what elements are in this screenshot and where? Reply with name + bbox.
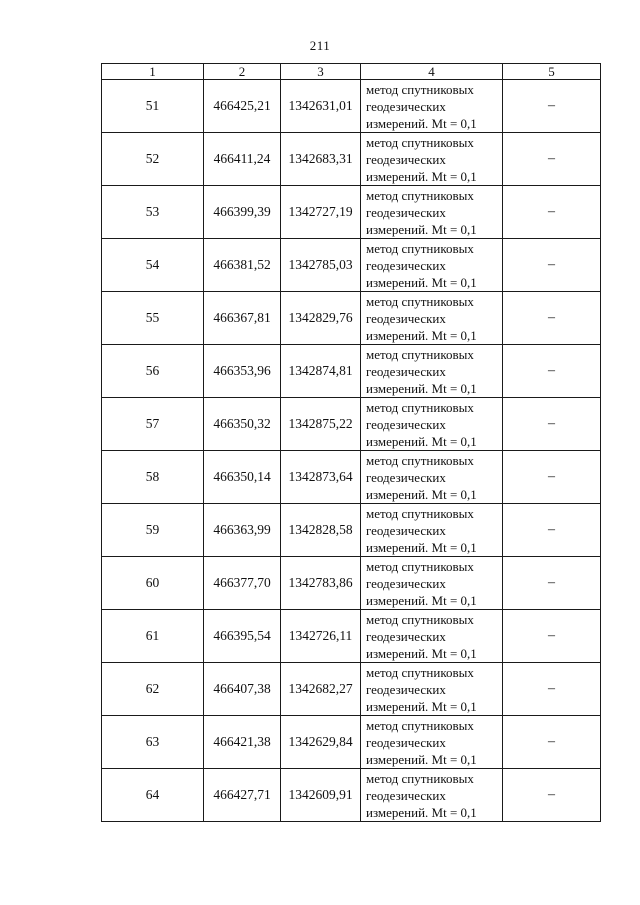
header-col-5: 5 <box>503 64 601 80</box>
x-coordinate-cell: 466367,81 <box>204 292 281 345</box>
x-coordinate-cell: 466350,14 <box>204 451 281 504</box>
method-cell <box>361 769 503 822</box>
x-coordinate-cell: 466421,38 <box>204 716 281 769</box>
method-line: измерений. Mt = 0,1 <box>366 221 477 237</box>
point-number-cell: 63 <box>102 716 204 769</box>
method-line: метод спутниковых <box>366 399 474 415</box>
table-body <box>102 80 601 822</box>
method-cell <box>361 186 503 239</box>
header-col-4: 4 <box>361 64 503 80</box>
point-number-cell: 57 <box>102 398 204 451</box>
y-coordinate-cell: 1342683,31 <box>281 133 361 186</box>
y-coordinate-cell: 1342874,81 <box>281 345 361 398</box>
note-cell: – <box>503 451 601 504</box>
y-coordinate-cell: 1342629,84 <box>281 716 361 769</box>
coordinates-table <box>101 63 601 822</box>
note-cell: – <box>503 398 601 451</box>
y-coordinate-cell: 1342829,76 <box>281 292 361 345</box>
method-line: измерений. Mt = 0,1 <box>366 751 477 767</box>
method-line: геодезических <box>366 151 446 167</box>
header-col-1: 1 <box>102 64 204 80</box>
method-line: геодезических <box>366 787 446 803</box>
point-number-cell: 53 <box>102 186 204 239</box>
note-cell: – <box>503 504 601 557</box>
method-cell <box>361 133 503 186</box>
point-number-cell: 54 <box>102 239 204 292</box>
point-number-cell: 62 <box>102 663 204 716</box>
table-row <box>102 186 601 239</box>
method-line: геодезических <box>366 204 446 220</box>
y-coordinate-cell: 1342785,03 <box>281 239 361 292</box>
point-number-cell: 52 <box>102 133 204 186</box>
method-line: геодезических <box>366 681 446 697</box>
x-coordinate-cell: 466377,70 <box>204 557 281 610</box>
method-cell <box>361 239 503 292</box>
method-line: измерений. Mt = 0,1 <box>366 698 477 714</box>
note-cell: – <box>503 716 601 769</box>
method-line: геодезических <box>366 416 446 432</box>
x-coordinate-cell: 466350,32 <box>204 398 281 451</box>
method-line: метод спутниковых <box>366 558 474 574</box>
method-line: метод спутниковых <box>366 346 474 362</box>
y-coordinate-cell: 1342609,91 <box>281 769 361 822</box>
table-row <box>102 398 601 451</box>
table-row <box>102 292 601 345</box>
x-coordinate-cell: 466353,96 <box>204 345 281 398</box>
note-cell: – <box>503 610 601 663</box>
page-number: 211 <box>309 38 331 53</box>
table-row <box>102 769 601 822</box>
table-row <box>102 239 601 292</box>
point-number-cell: 51 <box>102 80 204 133</box>
method-line: геодезических <box>366 734 446 750</box>
method-cell <box>361 80 503 133</box>
note-cell: – <box>503 133 601 186</box>
method-cell <box>361 716 503 769</box>
point-number-cell: 61 <box>102 610 204 663</box>
x-coordinate-cell: 466425,21 <box>204 80 281 133</box>
y-coordinate-cell: 1342783,86 <box>281 557 361 610</box>
table-row <box>102 557 601 610</box>
table-row <box>102 504 601 557</box>
method-cell <box>361 663 503 716</box>
method-line: измерений. Mt = 0,1 <box>366 327 477 343</box>
method-line: геодезических <box>366 257 446 273</box>
y-coordinate-cell: 1342631,01 <box>281 80 361 133</box>
note-cell: – <box>503 557 601 610</box>
method-line: измерений. Mt = 0,1 <box>366 592 477 608</box>
method-line: измерений. Mt = 0,1 <box>366 168 477 184</box>
note-cell: – <box>503 80 601 133</box>
note-cell: – <box>503 292 601 345</box>
header-col-3: 3 <box>281 64 361 80</box>
method-line: метод спутниковых <box>366 293 474 309</box>
x-coordinate-cell: 466395,54 <box>204 610 281 663</box>
table-row <box>102 663 601 716</box>
table-row <box>102 610 601 663</box>
method-line: измерений. Mt = 0,1 <box>366 115 477 131</box>
method-line: измерений. Mt = 0,1 <box>366 274 477 290</box>
method-cell <box>361 504 503 557</box>
method-line: метод спутниковых <box>366 770 474 786</box>
method-cell <box>361 557 503 610</box>
table-row <box>102 716 601 769</box>
y-coordinate-cell: 1342828,58 <box>281 504 361 557</box>
point-number-cell: 60 <box>102 557 204 610</box>
y-coordinate-cell: 1342873,64 <box>281 451 361 504</box>
point-number-cell: 56 <box>102 345 204 398</box>
method-cell <box>361 610 503 663</box>
method-line: измерений. Mt = 0,1 <box>366 486 477 502</box>
method-cell <box>361 292 503 345</box>
method-line: метод спутниковых <box>366 187 474 203</box>
note-cell: – <box>503 663 601 716</box>
point-number-cell: 55 <box>102 292 204 345</box>
table-header-row <box>102 64 601 80</box>
method-line: метод спутниковых <box>366 134 474 150</box>
table-row <box>102 451 601 504</box>
method-line: метод спутниковых <box>366 452 474 468</box>
method-line: измерений. Mt = 0,1 <box>366 433 477 449</box>
method-line: геодезических <box>366 575 446 591</box>
point-number-cell: 64 <box>102 769 204 822</box>
note-cell: – <box>503 239 601 292</box>
y-coordinate-cell: 1342726,11 <box>281 610 361 663</box>
x-coordinate-cell: 466411,24 <box>204 133 281 186</box>
table-row <box>102 80 601 133</box>
point-number-cell: 59 <box>102 504 204 557</box>
method-line: измерений. Mt = 0,1 <box>366 380 477 396</box>
method-cell <box>361 451 503 504</box>
method-cell <box>361 345 503 398</box>
y-coordinate-cell: 1342727,19 <box>281 186 361 239</box>
x-coordinate-cell: 466381,52 <box>204 239 281 292</box>
header-col-2: 2 <box>204 64 281 80</box>
method-line: геодезических <box>366 363 446 379</box>
point-number-cell: 58 <box>102 451 204 504</box>
method-line: метод спутниковых <box>366 505 474 521</box>
x-coordinate-cell: 466363,99 <box>204 504 281 557</box>
method-line: геодезических <box>366 310 446 326</box>
y-coordinate-cell: 1342682,27 <box>281 663 361 716</box>
x-coordinate-cell: 466399,39 <box>204 186 281 239</box>
method-line: измерений. Mt = 0,1 <box>366 804 477 820</box>
table-row <box>102 345 601 398</box>
note-cell: – <box>503 769 601 822</box>
method-cell <box>361 398 503 451</box>
method-line: геодезических <box>366 628 446 644</box>
method-line: геодезических <box>366 522 446 538</box>
method-line: метод спутниковых <box>366 664 474 680</box>
note-cell: – <box>503 345 601 398</box>
method-line: метод спутниковых <box>366 240 474 256</box>
method-line: метод спутниковых <box>366 81 474 97</box>
method-line: геодезических <box>366 98 446 114</box>
method-line: метод спутниковых <box>366 611 474 627</box>
y-coordinate-cell: 1342875,22 <box>281 398 361 451</box>
x-coordinate-cell: 466407,38 <box>204 663 281 716</box>
method-line: измерений. Mt = 0,1 <box>366 539 477 555</box>
table-row <box>102 133 601 186</box>
method-line: геодезических <box>366 469 446 485</box>
method-line: измерений. Mt = 0,1 <box>366 645 477 661</box>
method-line: метод спутниковых <box>366 717 474 733</box>
note-cell: – <box>503 186 601 239</box>
x-coordinate-cell: 466427,71 <box>204 769 281 822</box>
